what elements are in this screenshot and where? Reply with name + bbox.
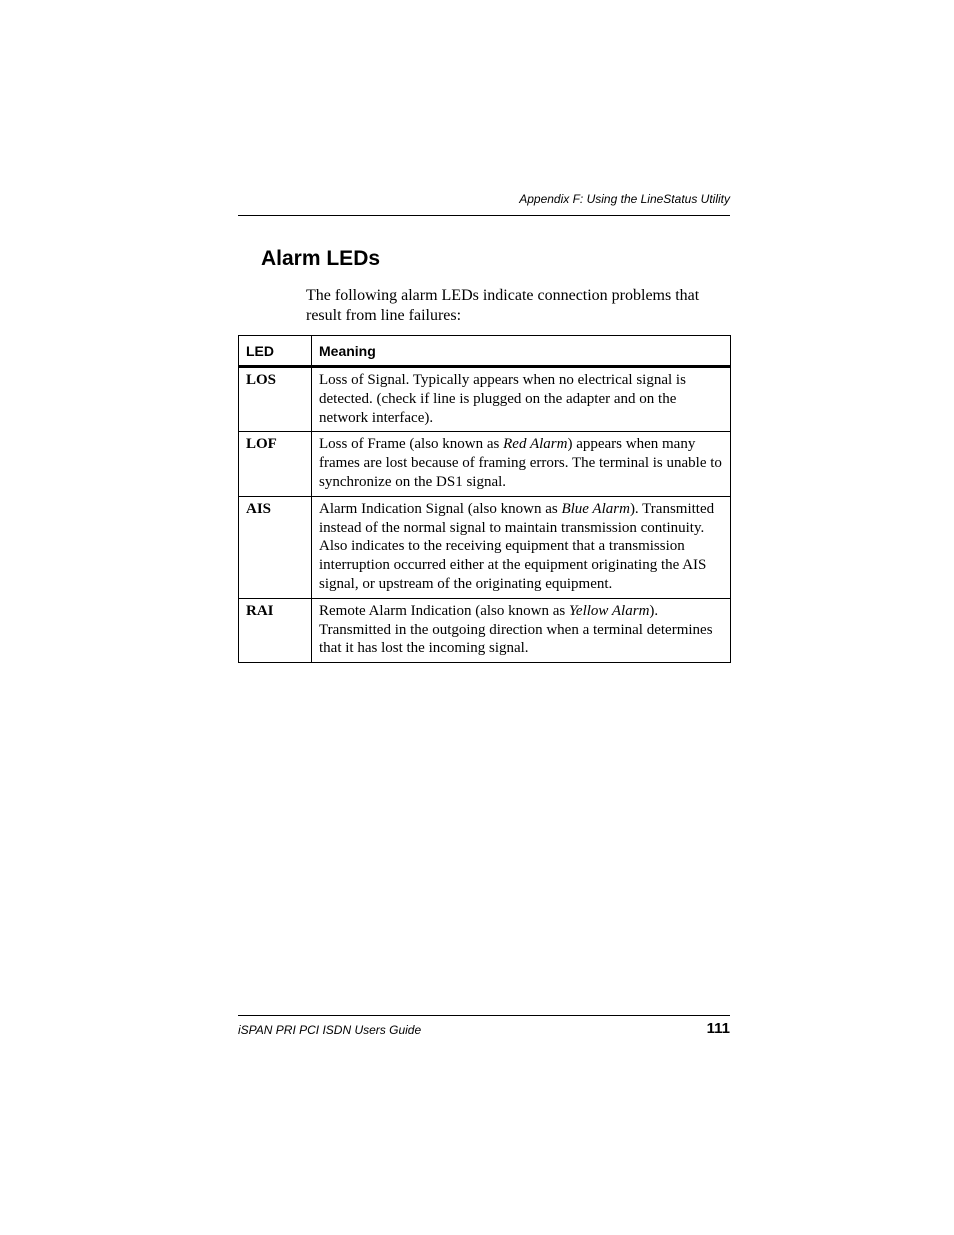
intro-paragraph: The following alarm LEDs indicate connection problems that result from line failures: bbox=[306, 287, 700, 324]
column-header-led: LED bbox=[239, 336, 312, 367]
meaning-text: Alarm Indication Signal (also known as bbox=[319, 500, 562, 517]
table-row bbox=[239, 598, 731, 662]
led-code-cell: AIS bbox=[239, 496, 312, 598]
running-header: Appendix F: Using the LineStatus Utility bbox=[519, 192, 730, 206]
section-title: Alarm LEDs bbox=[261, 247, 381, 270]
meaning-text: Loss of Signal. Typically appears when no electrical signal is detected. (check if line is plugged on the adapter and on the network interface). bbox=[319, 372, 686, 426]
footer-guide-title: iSPAN PRI PCI ISDN Users Guide bbox=[238, 1023, 422, 1037]
led-code-cell: RAI bbox=[239, 598, 312, 662]
meaning-text: Loss of Frame (also known as bbox=[319, 436, 504, 453]
led-meaning-cell bbox=[312, 432, 731, 496]
table-header-row bbox=[239, 336, 731, 367]
meaning-text-continued: ). Transmitted instead of the normal signal to maintain transmission continuity. Also indicates to the receiving equipment that a transmission interruption occurred either at the equipment originating the AIS signal, or upstream of the originating equipment. bbox=[319, 500, 715, 592]
meaning-text-continued: ). Transmitted in the outgoing direction when a terminal determines that it has lost the incoming signal. bbox=[319, 602, 713, 657]
led-meaning-cell bbox=[312, 598, 731, 662]
alarm-alt-name: Yellow Alarm bbox=[568, 602, 650, 619]
header-rule bbox=[238, 215, 730, 216]
meaning-text: Remote Alarm Indication (also known as bbox=[319, 602, 569, 619]
alarm-alt-name: Blue Alarm bbox=[561, 500, 630, 517]
table-row bbox=[239, 367, 731, 432]
led-code-cell: LOS bbox=[239, 367, 312, 432]
page-number: 111 bbox=[706, 1020, 730, 1037]
footer-rule bbox=[238, 1015, 730, 1016]
alarm-led-table bbox=[238, 335, 731, 663]
table-row bbox=[239, 432, 731, 496]
table-row bbox=[239, 496, 731, 598]
meaning-text-continued: ) appears when many frames are lost because of framing errors. The terminal is unable to synchronize on the DS1 signal. bbox=[319, 436, 722, 490]
led-code-cell: LOF bbox=[239, 432, 312, 496]
alarm-alt-name: Red Alarm bbox=[503, 436, 568, 453]
led-meaning-cell bbox=[312, 496, 731, 598]
column-header-meaning: Meaning bbox=[312, 336, 731, 367]
led-meaning-cell bbox=[312, 367, 731, 432]
